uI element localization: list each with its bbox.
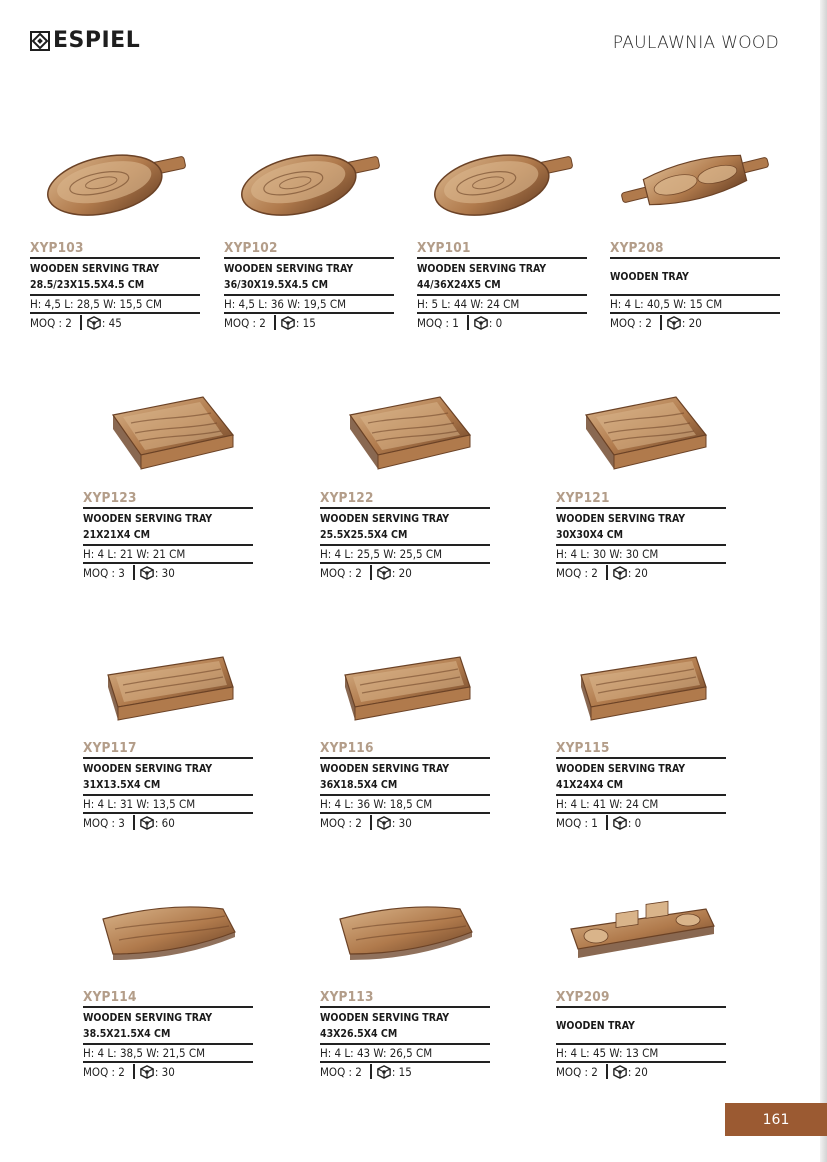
divider [467,315,469,330]
box-quantity: : 20 [681,315,702,330]
divider [606,1064,608,1079]
product-desc-line: 44/36X24X5 CM [417,279,501,291]
product-code: XYP208 [610,240,664,256]
divider [80,315,82,330]
product-image [83,625,253,743]
product-moq-row [83,565,175,580]
package-box-icon [613,816,627,830]
divider [320,544,490,546]
product-moq-row [83,815,175,830]
product-code: XYP101 [417,240,471,256]
product-image [320,375,490,493]
product-desc-line: WOODEN SERVING TRAY [556,763,686,775]
divider [224,257,394,259]
product-dimensions: H: 4 L: 30 W: 30 CM [556,547,659,561]
product-description [610,261,780,293]
product-dimensions: H: 4,5 L: 36 W: 19,5 CM [224,297,347,311]
product-desc-line: 21X21X4 CM [83,529,151,541]
product-description [556,1010,726,1042]
box-quantity: : 0 [627,815,642,830]
divider [610,294,780,296]
divider [610,257,780,259]
product-code: XYP102 [224,240,278,256]
box-quantity: : 15 [295,315,316,330]
product-dimensions: H: 4 L: 38,5 W: 21,5 CM [83,1046,206,1060]
product-description [320,1010,490,1042]
product-desc-line: 31X13.5X4 CM [83,779,161,791]
product-image [83,375,253,493]
divider [83,1006,253,1008]
divider [556,562,726,564]
product-desc-line: WOODEN TRAY [610,271,689,283]
divider [133,1064,135,1079]
package-box-icon [667,316,681,330]
product-dimensions: H: 4 L: 36 W: 18,5 CM [320,797,433,811]
product-description [320,511,490,543]
product-image [320,625,490,743]
divider [370,815,372,830]
divider [320,1061,490,1063]
brand-logo [30,28,140,53]
product-code: XYP115 [556,740,610,756]
divider [83,757,253,759]
divider [30,294,200,296]
divider [320,812,490,814]
box-quantity: : 0 [488,315,503,330]
product-moq-row [320,1064,412,1079]
divider [660,315,662,330]
category-title: PAULAWNIA WOOD [612,33,779,53]
divider [83,507,253,509]
divider [320,1006,490,1008]
divider [83,1061,253,1063]
product-image [556,625,726,743]
product-image [224,125,394,243]
divider [556,794,726,796]
divider [610,312,780,314]
product-dimensions: H: 4 L: 45 W: 13 CM [556,1046,659,1060]
product-desc-line: WOODEN SERVING TRAY [556,513,686,525]
package-box-icon [87,316,101,330]
divider [83,794,253,796]
moq-value: MOQ : 2 [556,565,598,580]
package-box-icon [613,566,627,580]
product-dimensions: H: 4 L: 21 W: 21 CM [83,547,186,561]
product-image [610,125,780,243]
product-moq-row [610,315,702,330]
product-code: XYP209 [556,989,610,1005]
product-image [556,375,726,493]
product-moq-row [556,1064,648,1079]
product-dimensions: H: 4 L: 41 W: 24 CM [556,797,659,811]
divider [224,312,394,314]
product-code: XYP116 [320,740,374,756]
divider [224,294,394,296]
product-desc-line: 28.5/23X15.5X4.5 CM [30,279,145,291]
package-box-icon [140,1065,154,1079]
divider [556,544,726,546]
product-desc-line: 36X18.5X4 CM [320,779,398,791]
divider [417,257,587,259]
product-desc-line: 36/30X19.5X4.5 CM [224,279,328,291]
box-quantity: : 20 [627,1064,648,1079]
brand-name: ESPIEL [53,28,141,53]
moq-value: MOQ : 2 [610,315,652,330]
package-box-icon [281,316,295,330]
package-box-icon [613,1065,627,1079]
divider [133,565,135,580]
product-dimensions: H: 4,5 L: 28,5 W: 15,5 CM [30,297,162,311]
package-box-icon [377,816,391,830]
product-desc-line: 25.5X25.5X4 CM [320,529,408,541]
product-description [224,261,394,293]
moq-value: MOQ : 1 [556,815,598,830]
divider [320,562,490,564]
moq-value: MOQ : 2 [320,815,362,830]
product-desc-line: WOODEN SERVING TRAY [83,513,213,525]
product-image [417,125,587,243]
moq-value: MOQ : 2 [30,315,72,330]
product-image [83,874,253,992]
product-code: XYP117 [83,740,137,756]
divider [556,1043,726,1045]
moq-value: MOQ : 3 [83,815,125,830]
divider [370,565,372,580]
product-dimensions: H: 4 L: 43 W: 26,5 CM [320,1046,433,1060]
divider [83,562,253,564]
package-box-icon [140,816,154,830]
divider [417,294,587,296]
product-moq-row [30,315,122,330]
moq-value: MOQ : 2 [320,565,362,580]
divider [417,312,587,314]
product-desc-line: WOODEN TRAY [556,1020,635,1032]
page-number: 161 [725,1103,827,1136]
moq-value: MOQ : 2 [556,1064,598,1079]
divider [556,507,726,509]
divider [320,1043,490,1045]
product-description [556,511,726,543]
product-desc-line: WOODEN SERVING TRAY [83,1012,213,1024]
product-image [30,125,200,243]
product-description [320,761,490,793]
product-moq-row [320,815,412,830]
divider [30,312,200,314]
divider [83,544,253,546]
product-desc-line: WOODEN SERVING TRAY [83,763,213,775]
box-quantity: : 30 [391,815,412,830]
moq-value: MOQ : 2 [224,315,266,330]
divider [83,1043,253,1045]
box-quantity: : 20 [391,565,412,580]
divider [556,1006,726,1008]
product-desc-line: 38.5X21.5X4 CM [83,1028,171,1040]
product-description [83,1010,253,1042]
product-dimensions: H: 4 L: 25,5 W: 25,5 CM [320,547,443,561]
product-desc-line: WOODEN SERVING TRAY [224,263,354,275]
product-moq-row [83,1064,175,1079]
product-desc-line: 41X24X4 CM [556,779,624,791]
product-desc-line: WOODEN SERVING TRAY [320,513,450,525]
product-description [83,761,253,793]
package-box-icon [377,1065,391,1079]
divider [556,1061,726,1063]
product-moq-row [320,565,412,580]
product-dimensions: H: 4 L: 31 W: 13,5 CM [83,797,196,811]
product-image [556,874,726,992]
page-edge-shadow [820,0,827,1162]
box-quantity: : 60 [154,815,175,830]
divider [370,1064,372,1079]
package-box-icon [140,566,154,580]
product-code: XYP103 [30,240,84,256]
box-quantity: : 30 [154,1064,175,1079]
box-quantity: : 30 [154,565,175,580]
product-description [83,511,253,543]
moq-value: MOQ : 2 [320,1064,362,1079]
product-code: XYP122 [320,490,374,506]
divider [606,815,608,830]
product-code: XYP121 [556,490,610,506]
product-moq-row [417,315,502,330]
divider [133,815,135,830]
divider [83,812,253,814]
product-desc-line: 43X26.5X4 CM [320,1028,398,1040]
divider [556,812,726,814]
product-dimensions: H: 4 L: 40,5 W: 15 CM [610,297,723,311]
divider [274,315,276,330]
product-desc-line: WOODEN SERVING TRAY [320,1012,450,1024]
product-moq-row [556,815,641,830]
product-moq-row [556,565,648,580]
box-quantity: : 45 [101,315,122,330]
divider [556,757,726,759]
product-desc-line: WOODEN SERVING TRAY [30,263,160,275]
package-box-icon [377,566,391,580]
moq-value: MOQ : 3 [83,565,125,580]
product-code: XYP113 [320,989,374,1005]
product-description [30,261,200,293]
product-image [320,874,490,992]
moq-value: MOQ : 2 [83,1064,125,1079]
divider [30,257,200,259]
product-code: XYP114 [83,989,137,1005]
divider [320,757,490,759]
product-dimensions: H: 5 L: 44 W: 24 CM [417,297,520,311]
logo-emblem-icon [30,31,50,51]
product-description [417,261,587,293]
divider [606,565,608,580]
box-quantity: : 20 [627,565,648,580]
product-desc-line: WOODEN SERVING TRAY [417,263,547,275]
moq-value: MOQ : 1 [417,315,459,330]
box-quantity: : 15 [391,1064,412,1079]
product-code: XYP123 [83,490,137,506]
divider [320,507,490,509]
divider [320,794,490,796]
product-desc-line: 30X30X4 CM [556,529,624,541]
product-desc-line: WOODEN SERVING TRAY [320,763,450,775]
package-box-icon [474,316,488,330]
product-description [556,761,726,793]
product-moq-row [224,315,316,330]
